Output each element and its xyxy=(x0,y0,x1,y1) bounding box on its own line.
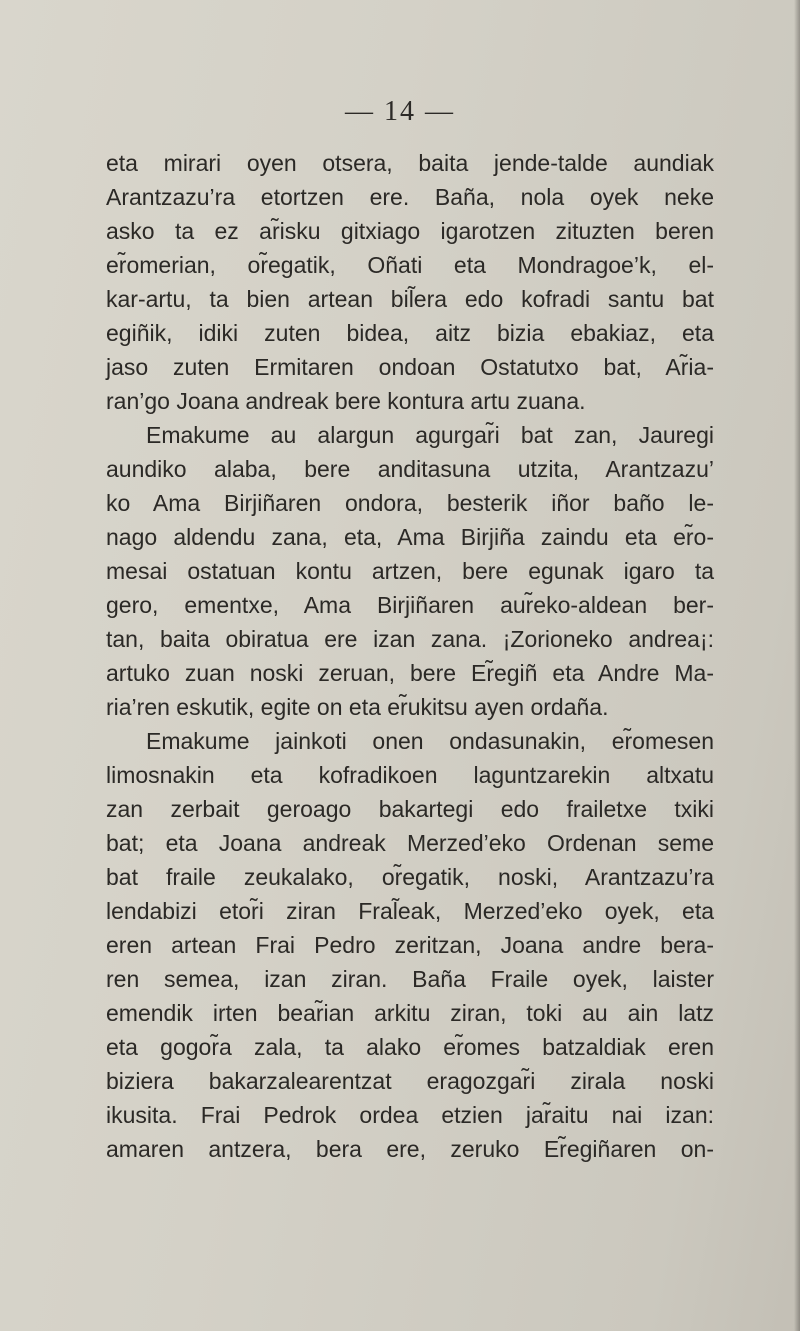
text-line: artuko zuan noski zeruan, bere Er̃egiñ eta Andre Ma- xyxy=(106,660,714,686)
text-line: ren semea, izan ziran. Baña Fraile oyek, laister xyxy=(106,966,714,992)
text-line: kar-artu, ta bien artean bil̃era edo kofradi santu bat xyxy=(106,286,714,312)
text-line: Arantzazu’ra etortzen ere. Baña, nola oyek neke xyxy=(106,184,714,210)
text-line: ria’ren eskutik, egite on eta er̃ukitsu ayen ordaña. xyxy=(106,694,609,720)
text-line: Emakume au alargun agurgar̃i bat zan, Jauregi xyxy=(146,422,714,448)
text-line: er̃omerian, or̃egatik, Oñati eta Mondragoe’k, el- xyxy=(106,252,714,278)
body-text xyxy=(106,146,714,1166)
text-line: emendik irten bear̃ian arkitu ziran, toki au ain latz xyxy=(106,1000,714,1026)
text-line: bat; eta Joana andreak Merzed’eko Ordenan seme xyxy=(106,830,714,856)
text-line: limosnakin eta kofradikoen laguntzarekin altxatu xyxy=(106,762,714,788)
text-line: ran’go Joana andreak bere kontura artu zuana. xyxy=(106,388,586,414)
text-line: asko ta ez ar̃isku gitxiago igarotzen zituzten beren xyxy=(106,218,714,244)
text-line: Emakume jainkoti onen ondasunakin, er̃omesen xyxy=(146,728,714,754)
text-line: lendabizi etor̃i ziran Fral̃eak, Merzed’eko oyek, eta xyxy=(106,898,714,924)
text-line: jaso zuten Ermitaren ondoan Ostatutxo bat, Ar̃ia- xyxy=(106,354,714,380)
text-line: aundiko alaba, bere anditasuna utzita, Arantzazu’ xyxy=(106,456,714,482)
text-line: biziera bakarzalearentzat eragozgar̃i zirala noski xyxy=(106,1068,714,1094)
text-line: tan, baita obiratua ere izan zana. ¡Zorioneko andrea¡: xyxy=(106,626,714,652)
page-number: — 14 — xyxy=(345,96,455,127)
page-edge-shadow xyxy=(794,0,800,1331)
text-line: ikusita. Frai Pedrok ordea etzien jar̃aitu nai izan: xyxy=(106,1102,714,1128)
text-line: amaren antzera, bera ere, zeruko Er̃egiñaren on- xyxy=(106,1136,714,1162)
text-line: zan zerbait geroago bakartegi edo frailetxe txiki xyxy=(106,796,714,822)
text-line: mesai ostatuan kontu artzen, bere egunak igaro ta xyxy=(106,558,714,584)
text-line: eta gogor̃a zala, ta alako er̃omes batzaldiak eren xyxy=(106,1034,714,1060)
text-line: ko Ama Birjiñaren ondora, besterik iñor baño le- xyxy=(106,490,714,516)
text-line: bat fraile zeukalako, or̃egatik, noski, Arantzazu’ra xyxy=(106,864,714,890)
text-line: nago aldendu zana, eta, Ama Birjiña zaindu eta er̃o- xyxy=(106,524,714,550)
text-line: gero, ementxe, Ama Birjiñaren aur̃eko-aldean ber- xyxy=(106,592,714,618)
text-line: eren artean Frai Pedro zeritzan, Joana andre bera- xyxy=(106,932,714,958)
text-line: egiñik, idiki zuten bidea, aitz bizia ebakiaz, eta xyxy=(106,320,714,346)
text-line: eta mirari oyen otsera, baita jende-talde aundiak xyxy=(106,150,714,176)
